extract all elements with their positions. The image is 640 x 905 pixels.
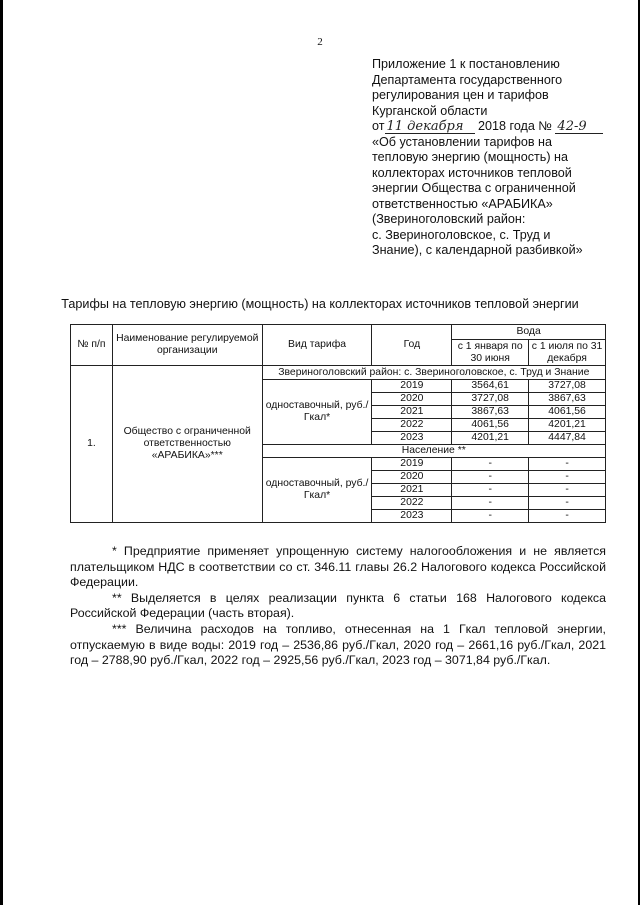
value-cell: - xyxy=(452,458,529,471)
appendix-title-line: Знание), с календарной разбивкой» xyxy=(372,243,583,257)
appendix-title-line: коллекторах источников тепловой xyxy=(372,165,572,180)
value-cell: 3727,08 xyxy=(529,380,606,393)
appendix-line: Департамента государственного xyxy=(372,72,563,87)
value-cell: - xyxy=(529,484,606,497)
organization-name: Общество с ограниченной ответственностью «АРАБИКА»*** xyxy=(112,366,262,523)
appendix-title-line: ответственностью «АРАБИКА» xyxy=(372,196,553,211)
appendix-title-line: тепловую энергию (мощность) на xyxy=(372,150,569,164)
appendix-line: Приложение 1 к постановлению xyxy=(372,57,560,71)
appendix-title-line: с. Звериноголовское, с. Труд и xyxy=(372,227,551,242)
appendix-title-line: «Об установлении тарифов на xyxy=(372,134,553,149)
value-cell: - xyxy=(452,471,529,484)
appendix-date-line xyxy=(372,119,634,135)
appendix-block xyxy=(372,57,634,259)
value-cell: - xyxy=(529,458,606,471)
header-year: Год xyxy=(372,325,452,366)
value-cell: - xyxy=(529,471,606,484)
year-cell: 2022 xyxy=(372,497,452,510)
value-cell: - xyxy=(529,497,606,510)
section-label: Звериноголовский район: с. Звериноголовское, с. Труд и Знание xyxy=(262,366,605,380)
handwritten-number: 42-9 xyxy=(555,120,603,134)
page-number: 2 xyxy=(317,36,323,48)
appendix-line: Курганской области xyxy=(372,103,488,118)
footnotes xyxy=(70,544,606,669)
value-cell: - xyxy=(452,510,529,523)
value-cell: 4201,21 xyxy=(529,419,606,432)
value-cell: - xyxy=(452,497,529,510)
value-cell: 3867,63 xyxy=(529,393,606,406)
date-year: 2018 года № xyxy=(478,119,552,133)
value-cell: 4061,56 xyxy=(452,419,529,432)
year-cell: 2019 xyxy=(372,380,452,393)
year-cell: 2019 xyxy=(372,458,452,471)
appendix-line: регулирования цен и тарифов xyxy=(372,88,549,102)
value-cell: 3564,61 xyxy=(452,380,529,393)
header-num: № п/п xyxy=(71,325,113,366)
header-organization: Наименование регулируемой организации xyxy=(112,325,262,366)
table-title: Тарифы на тепловую энергию (мощность) на коллекторах источников тепловой энергии xyxy=(61,297,579,311)
year-cell: 2020 xyxy=(372,393,452,406)
tariff-type-cell: одноставочный, руб./Гкал* xyxy=(262,380,372,445)
header-water: Вода xyxy=(452,325,606,340)
value-cell: 4447,84 xyxy=(529,432,606,445)
appendix-title-line: (Звериноголовский район: xyxy=(372,212,526,226)
value-cell: - xyxy=(529,510,606,523)
footnote-3: *** Величина расходов на топливо, отнесенная на 1 Гкал тепловой энергии, отпускаемую в виде воды: 2019 год – 2536,86 руб./Гкал, 2020 год – 2661,16 руб./Гкал, 2021 год – 2788,90 руб./Гкал, 2022 год – 2925,56 руб./Гкал, 2023 год – 3071,84 руб./Гкал. xyxy=(70,621,606,668)
page-edge-left xyxy=(0,0,3,905)
year-cell: 2023 xyxy=(372,432,452,445)
footnote-2: ** Выделяется в целях реализации пункта 6 статьи 168 Налогового кодекса Российской Федерации (часть вторая). xyxy=(70,590,606,621)
year-cell: 2022 xyxy=(372,419,452,432)
date-prefix: от xyxy=(372,119,385,133)
year-cell: 2021 xyxy=(372,406,452,419)
row-number: 1. xyxy=(71,366,113,523)
value-cell: 4201,21 xyxy=(452,432,529,445)
year-cell: 2023 xyxy=(372,510,452,523)
tariff-type-cell: одноставочный, руб./Гкал* xyxy=(262,458,372,523)
header-tariff-type: Вид тарифа xyxy=(262,325,372,366)
value-cell: 3867,63 xyxy=(452,406,529,419)
handwritten-date: 11 декабря xyxy=(385,120,475,134)
section-label: Население ** xyxy=(262,445,605,458)
tariff-table xyxy=(70,324,606,523)
header-half2: с 1 июля по 31 декабря xyxy=(529,340,606,366)
header-half1: с 1 января по 30 июня xyxy=(452,340,529,366)
year-cell: 2021 xyxy=(372,484,452,497)
appendix-title-line: энергии Общества с ограниченной xyxy=(372,181,576,195)
value-cell: 3727,08 xyxy=(452,393,529,406)
year-cell: 2020 xyxy=(372,471,452,484)
footnote-1: * Предприятие применяет упрощенную систему налогообложения и не является плательщиком НДС в соответствии со ст. 346.11 главы 26.2 Налогового кодекса Российской Федерации. xyxy=(70,544,606,590)
value-cell: - xyxy=(452,484,529,497)
value-cell: 4061,56 xyxy=(529,406,606,419)
